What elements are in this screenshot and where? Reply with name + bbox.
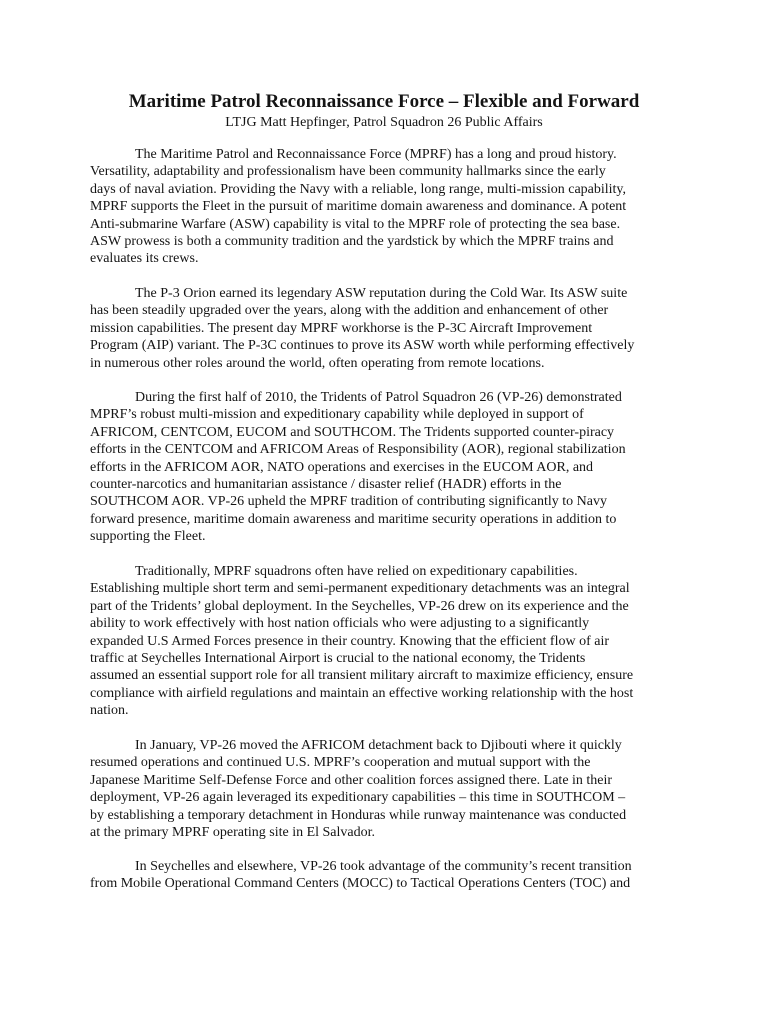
paragraph-line: ASW prowess is both a community tradition and the yardstick by which the MPRF trains and <box>90 234 614 250</box>
paragraph-line: nation. <box>90 703 129 719</box>
paragraph-line: Anti-submarine Warfare (ASW) capability is vital to the MPRF role of protecting the sea base. <box>90 216 621 232</box>
paragraph-line: resumed operations and continued U.S. MPRF’s cooperation and mutual support with the <box>90 755 591 771</box>
paragraph-line: traffic at Seychelles International Airport is crucial to the national economy, the Tridents <box>90 651 586 667</box>
paragraph-line: counter-narcotics and humanitarian assistance / disaster relief (HADR) efforts in the <box>90 477 562 493</box>
paragraph-line: MPRF supports the Fleet in the pursuit of maritime domain awareness and dominance. A potent <box>90 199 627 215</box>
paragraph-line: The P-3 Orion earned its legendary ASW reputation during the Cold War. Its ASW suite <box>135 286 628 301</box>
paragraph-line: Japanese Maritime Self-Defense Force and other coalition forces assigned there. Late in their <box>90 772 613 788</box>
paragraph-january-djibouti <box>90 737 690 841</box>
paragraph-line: SOUTHCOM AOR. VP-26 upheld the MPRF tradition of contributing significantly to Navy <box>90 494 607 510</box>
paragraph-line: expanded U.S Armed Forces presence in their country. Knowing that the efficient flow of air <box>90 633 610 649</box>
document-title: Maritime Patrol Reconnaissance Force – Flexible and Forward <box>128 91 640 112</box>
paragraph-line: by establishing a temporary detachment in Honduras while runway maintenance was conducted <box>90 807 627 823</box>
paragraph-line: MPRF’s robust multi-mission and expeditionary capability while deployed in support of <box>90 407 584 423</box>
paragraph-vp26-deployment <box>90 389 690 546</box>
paragraph-line: in numerous other roles around the world, often operating from remote locations. <box>90 355 545 371</box>
paragraph-line: supporting the Fleet. <box>90 529 206 545</box>
paragraph-line: evaluates its crews. <box>90 251 199 267</box>
paragraph-line: has been steadily upgraded over the years, along with the addition and enhancement of other <box>90 303 609 319</box>
paragraph-line: days of naval aviation. Providing the Navy with a reliable, long range, multi-mission capability, <box>90 181 627 197</box>
document-byline: LTJG Matt Hepfinger, Patrol Squadron 26 Public Affairs <box>225 115 543 130</box>
paragraph-line: part of the Tridents’ global deployment. In the Seychelles, VP-26 drew on its experience and the <box>90 598 629 614</box>
paragraph-line: deployment, VP-26 again leveraged its expeditionary capabilities – this time in SOUTHCOM – <box>90 790 626 806</box>
paragraph-line: Versatility, adaptability and professionalism have been community hallmarks since the early <box>90 164 606 180</box>
paragraph-mprf-history <box>90 146 690 268</box>
paragraph-line: During the first half of 2010, the Tridents of Patrol Squadron 26 (VP-26) demonstrated <box>135 390 622 405</box>
paragraph-line: efforts in the CENTCOM and AFRICOM Areas of Responsibility (AOR), regional stabilization <box>90 442 626 458</box>
paragraph-line: AFRICOM, CENTCOM, EUCOM and SOUTHCOM. The Tridents supported counter-piracy <box>90 424 615 440</box>
paragraph-line: at the primary MPRF operating site in El Salvador. <box>90 825 376 841</box>
paragraph-line: efforts in the AFRICOM AOR, NATO operations and exercises in the EUCOM AOR, and <box>90 459 594 475</box>
paragraph-line: The Maritime Patrol and Reconnaissance Force (MPRF) has a long and proud history. <box>135 147 617 162</box>
paragraph-line: In January, VP-26 moved the AFRICOM detachment back to Djibouti where it quickly <box>135 738 622 753</box>
paragraph-line: Program (AIP) variant. The P-3C continues to prove its ASW worth while performing effectively <box>90 338 635 354</box>
paragraph-line: mission capabilities. The present day MPRF workhorse is the P-3C Aircraft Improvement <box>90 320 593 336</box>
paragraph-line: compliance with airfield regulations and maintain an effective working relationship with the host <box>90 685 634 701</box>
paragraph-seychelles-toc <box>90 858 690 893</box>
paragraph-p3-orion <box>90 285 690 372</box>
paragraph-expeditionary <box>90 563 690 720</box>
paragraph-line: from Mobile Operational Command Centers (MOCC) to Tactical Operations Centers (TOC) and <box>90 876 631 892</box>
paragraph-line: Establishing multiple short term and semi-permanent expeditionary detachments was an integral <box>90 581 630 597</box>
paragraph-line: assumed an essential support role for all transient military aircraft to maximize efficiency, ensure <box>90 668 634 684</box>
paragraph-line: Traditionally, MPRF squadrons often have relied on expeditionary capabilities. <box>135 564 578 579</box>
paragraph-line: In Seychelles and elsewhere, VP-26 took advantage of the community’s recent transition <box>135 859 632 874</box>
paragraph-line: forward presence, maritime domain awareness and maritime security operations in addition to <box>90 511 617 527</box>
paragraph-line: ability to work effectively with host nation officials who were adjusting to a significantly <box>90 616 590 632</box>
